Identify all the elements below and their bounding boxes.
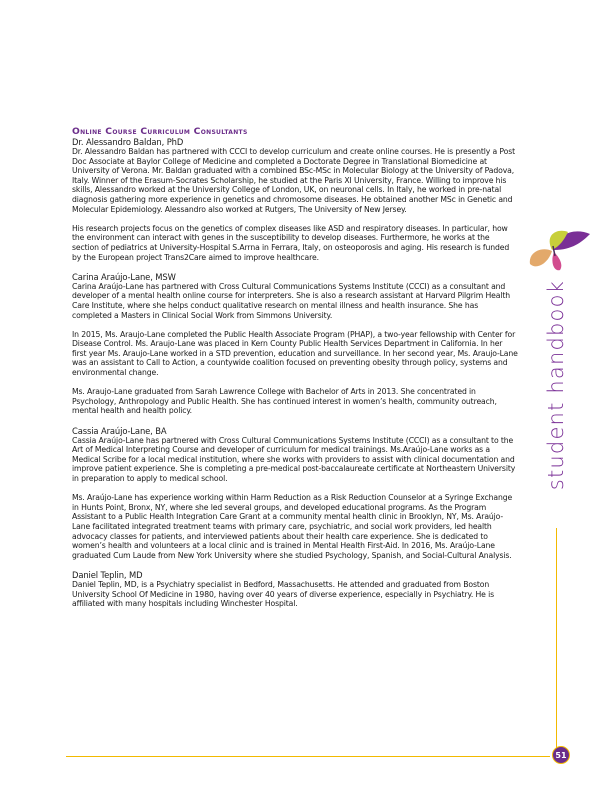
page-number-badge xyxy=(552,746,570,764)
consultant-paragraph: Carina Araújo-Lane has partnered with Cross Cultural Communications Systems Institute (CCCI) as a consultant and developer of a mental health online course for interpreters. She is also a research assistant at Harvard Pilgrim Health Care Institute, where she helps conduct qualitative research on mental illness and health insurance. She has completed a Masters in Clinical Social Work from Simmons University. xyxy=(72,281,511,320)
butterfly-wing-orange xyxy=(530,249,552,266)
consultant-paragraph: Ms. Araújo-Lane has experience working within Harm Reduction as a Risk Reduction Counselor at a Syringe Exchange in Hunts Point, Bronx, NY, where she led several groups, and developed educational programs. As the Program Assistant to a Public Health Integration Care Grant at a community mental health clinic in Brooklyn, NY, Ms. Araújo-Lane facilitated integrated treatment teams with primary care, psychiatric, and social work providers, led health advocacy classes for patients, and interviewed patients about their health care experience. She is dedicated to women’s health and volunteers at a local clinic and is trained in Mental Health First-Aid. In 2016, Ms. Araújo-Lane graduated Cum Laude from New York University where she studied Psychology, Spanish, and Social-Cultural Analysis. xyxy=(72,493,513,560)
butterfly-wing-pink xyxy=(552,252,561,270)
consultant-name: Carina Araújo-Lane, MSW xyxy=(72,271,176,282)
butterfly-illustration xyxy=(524,226,592,274)
consultant-cassia-araujo-lane xyxy=(72,426,518,561)
consultant-carina-araujo-lane xyxy=(72,272,518,416)
consultant-paragraph: In 2015, Ms. Araujo-Lane completed the Public Health Associate Program (PHAP), a two-year fellowship with Center for Disease Control. Ms. Araujo-Lane was placed in Kern County Public Health Services Department in California. In her first year Ms. Araujo-Lane worked in a STD prevention, education and surveillance. In her second year, Ms. Araujo-Lane was an assistant to Call to Action, a countywide coalition focused on preventing obesity through policy, systems and environmental change. xyxy=(72,329,518,378)
consultant-name: Cassia Araújo-Lane, BA xyxy=(72,425,167,436)
consultant-name: Daniel Teplin, MD xyxy=(72,569,143,580)
consultant-name: Dr. Alessandro Baldan, PhD xyxy=(72,137,184,147)
consultant-paragraph: Ms. Araujo-Lane graduated from Sarah Lawrence College with Bachelor of Arts in 2013. She concentrated in Psychology, Anthropology and Public Health. She has continued interest in women’s health, community outreach, mental health and health policy. xyxy=(72,387,497,416)
side-title-text: student handbook xyxy=(544,280,568,491)
consultant-paragraph: Cassia Araújo-Lane has partnered with Cross Cultural Communications Systems Institute (CCCI) as a consultant to the Art of Medical Interpreting Course and developer of curriculum for medical trainings. Ms.Araújo-Lane works as a Medical Scribe for a local medical institution, where she works with providers to assist with clinical documentation and improve patient experience. She is completing a pre-medical post-baccalaureate certificate at Northeastern University in preparation to apply to medical school. xyxy=(72,435,516,483)
vertical-rule xyxy=(556,528,557,748)
consultant-paragraph: Daniel Teplin, MD, is a Psychiatry specialist in Bedford, Massachusetts. He attended and graduated from Boston University School Of Medicine in 1980, having over 40 years of diverse experience, especially in Psychiatry. He is affiliated with many hospitals including Winchester Hospital. xyxy=(72,579,494,609)
consultant-paragraph: Dr. Alessandro Baldan has partnered with CCCI to develop curriculum and create online courses. He is presently a Post Doc Associate at Baylor College of Medicine and completed a Doctorate Degree in Translational Biomedicine at University of Verona. Mr. Baldan graduated with a combined BSc-MSc in Molecular Biology at the University of Padova, Italy. Winner of the Erasum-Socrates Scholarship, he studied at the Paris XI University, France. Willing to improve his skills, Alessandro worked at the University College of London, UK, on neuronal cells. In Italy, he worked in pre-natal diagnosis gathering more experience in genetics and chromosome diseases. He obtained another MSc in Genetic and Molecular Epidemiology. Alessandro also worked at Rutgers, The University of New Jersey. xyxy=(72,147,516,214)
footer-rule xyxy=(66,756,550,757)
side-title xyxy=(530,280,582,530)
consultant-paragraph: His research projects focus on the genetics of complex diseases like ASD and respiratory diseases. In particular, how the environment can interact with genes in the susceptibility to develop diseases. Furthermore, he works at the section of pediatrics at University-Hospital S.Arrna in Ferrara, Italy, on osteoporosis and aging. His research is funded by the European project Trans2Care aimed to improve healthcare. xyxy=(72,223,510,262)
section-title: Online Course Curriculum Consultants xyxy=(72,126,248,137)
consultant-baldan xyxy=(72,137,518,262)
main-content xyxy=(72,126,518,618)
page-number: 51 xyxy=(555,750,567,760)
consultant-teplin xyxy=(72,570,518,609)
